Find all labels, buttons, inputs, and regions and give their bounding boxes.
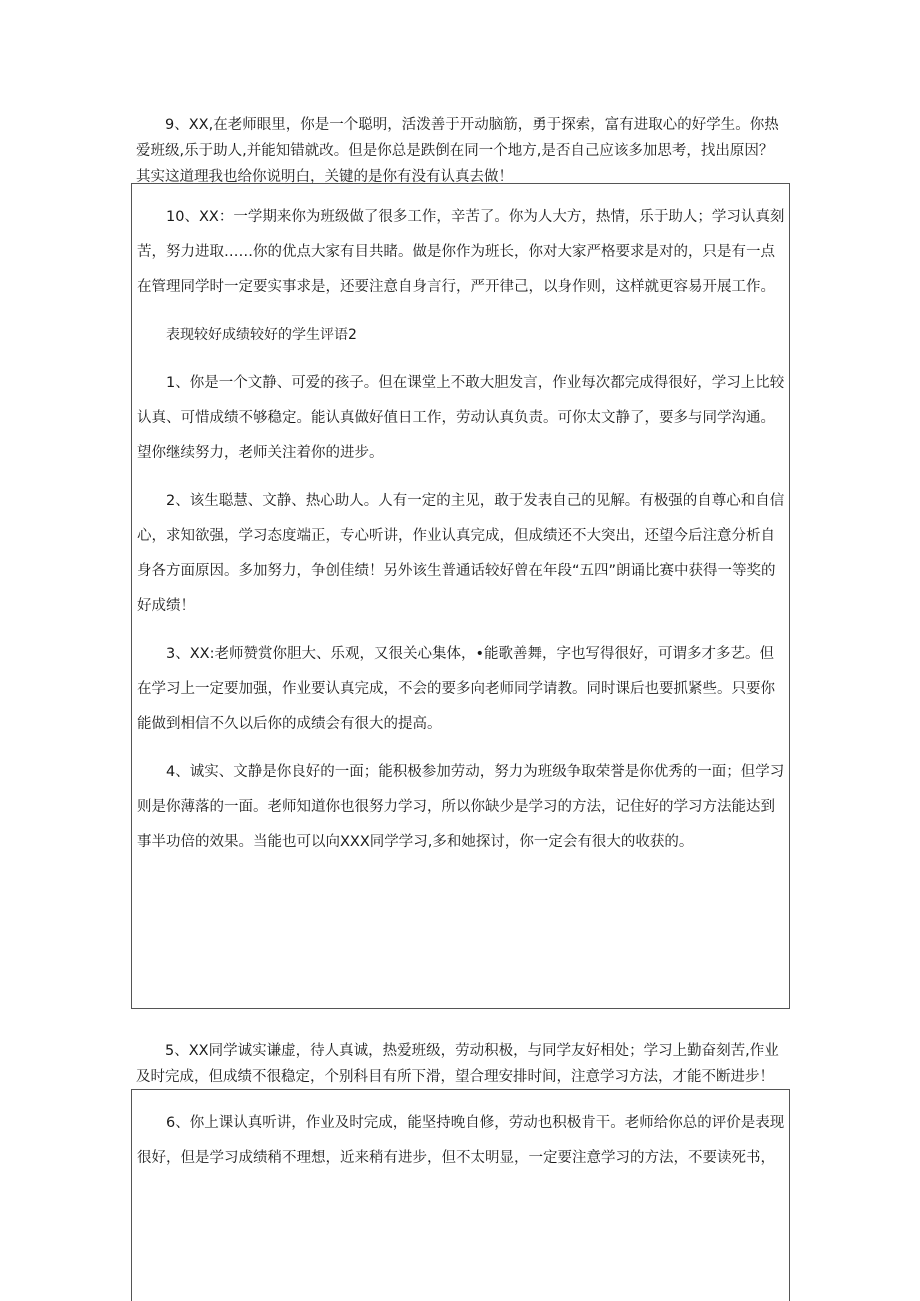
comment-4: 4、诚实、文静是你良好的一面；能积极参加劳动，努力为班级争取荣誉是你优秀的一面；但学习则是你薄落的一面。老师知道你也很努力学习，所以你缺少是学习的方法，记住好的学习方法能达到事半功倍的效果。当能也可以向XXX同学学习,多和她探讨，你一定会有很大的收获的。 bbox=[137, 764, 785, 850]
comment-9: 9、XX,在老师眼里，你是一个聪明，活泼善于开动脑筋，勇于探索，富有进取心的好学生。你热爱班级,乐于助人,并能知错就改。但是你总是跌倒在同一个地方,是否自己应该多加思考，找出原因？其实这道理我也给你说明白，关键的是你有没有认真去做！ bbox=[136, 117, 779, 185]
bordered-block-2 bbox=[131, 1089, 790, 1301]
comment-1: 1、你是一个文静、可爱的孩子。但在课堂上不敢大胆发言，作业每次都完成得很好，学习上比较认真、可惜成绩不够稳定。能认真做好值日工作，劳动认真负责。可你太文静了，要多与同学沟通。望你继续努力，老师关注着你的进步。 bbox=[137, 375, 785, 461]
comment-2: 2、该生聪慧、文静、热心助人。人有一定的主见，敢于发表自己的见解。有极强的自尊心和自信心，求知欲强，学习态度端正，专心听讲，作业认真完成，但成绩还不大突出，还望今后注意分析自身各方面原因。多加努力，争创佳绩！另外该生普通话较好曾在年段“五四”朗诵比赛中获得一等奖的好成绩！ bbox=[137, 493, 785, 614]
bordered-block-1 bbox=[131, 183, 790, 1009]
comment-6: 6、你上课认真听讲，作业及时完成，能坚持晚自修，劳动也积极肯干。老师给你总的评价是表现很好，但是学习成绩稍不理想，近来稍有进步，但不太明显，一定要注意学习的方法，不要读死书， bbox=[137, 1115, 785, 1166]
comment-10: 10、XX：一学期来你为班级做了很多工作，辛苦了。你为人大方，热情，乐于助人；学习认真刻苦，努力进取……你的优点大家有目共睹。做是你作为班长，你对大家严格要求是对的，只是有一点在管理同学时一定要实事求是，还要注意自身言行，严开律己，以身作则，这样就更容易开展工作。 bbox=[137, 209, 785, 295]
comment-3: 3、XX:老师赞赏你胆大、乐观，又很关心集体，•能歌善舞，字也写得很好，可谓多才多艺。但在学习上一定要加强，作业要认真完成，不会的要多向老师同学请教。同时课后也要抓紧些。只要你能做到相信不久以后你的成绩会有很大的提高。 bbox=[137, 646, 775, 732]
comment-5: 5、XX同学诚实谦虚，待人真诚，热爱班级，劳动积极，与同学友好相处；学习上勤奋刻苦,作业及时完成，但成绩不很稳定，个别科目有所下滑，望合理安排时间，注意学习方法，才能不断进步！ bbox=[136, 1043, 779, 1085]
comment-block-5 bbox=[136, 1038, 786, 1090]
comment-block-9 bbox=[136, 112, 786, 190]
section-heading: 表现较好成绩较好的学生评语2 bbox=[166, 327, 357, 343]
